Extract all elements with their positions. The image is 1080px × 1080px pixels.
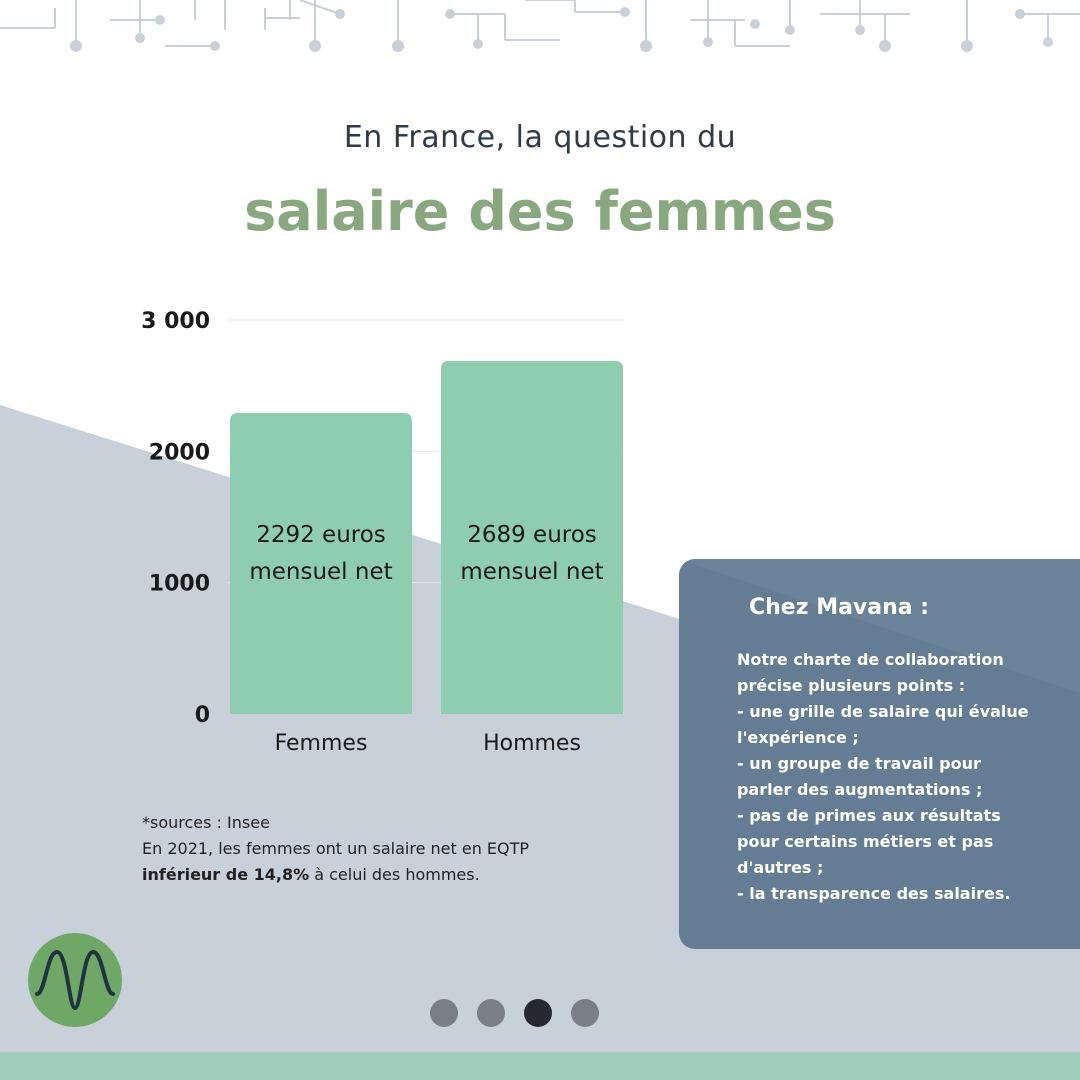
note-bold: inférieur de 14,8% bbox=[142, 865, 310, 884]
card-line: parler des augmentations ; bbox=[737, 780, 983, 799]
pagination-dots bbox=[430, 999, 599, 1027]
pagination-dot-1[interactable] bbox=[430, 999, 458, 1027]
y-tick-label: 2000 bbox=[148, 440, 210, 466]
x-category-label: Hommes bbox=[483, 731, 581, 756]
y-tick-label: 1000 bbox=[148, 571, 210, 597]
pagination-dot-3[interactable] bbox=[524, 999, 552, 1027]
bar-data-label: mensuel net bbox=[460, 559, 604, 585]
bar-data-label: 2292 euros bbox=[256, 522, 386, 548]
y-tick-label: 3 000 bbox=[141, 309, 210, 334]
card-line: - une grille de salaire qui évalue bbox=[737, 702, 1029, 721]
page-title: salaire des femmes bbox=[244, 180, 836, 243]
card-line: - la transparence des salaires. bbox=[737, 884, 1011, 903]
note-line-2: En 2021, les femmes ont un salaire net en EQTP bbox=[142, 839, 530, 858]
note-rest: à celui des hommes. bbox=[309, 865, 480, 884]
card-line: - pas de primes aux résultats bbox=[737, 806, 1001, 825]
source-notes bbox=[142, 810, 622, 888]
card-line: précise plusieurs points : bbox=[737, 676, 966, 695]
pagination-dot-4[interactable] bbox=[571, 999, 599, 1027]
card-line: d'autres ; bbox=[737, 858, 824, 877]
card-line: l'expérience ; bbox=[737, 728, 859, 747]
page-subtitle: En France, la question du bbox=[343, 120, 737, 155]
card-body bbox=[737, 647, 1072, 907]
card-line: - un groupe de travail pour bbox=[737, 754, 981, 773]
bar-data-label: 2689 euros bbox=[467, 522, 597, 548]
card-line: pour certains métiers et pas bbox=[737, 832, 994, 851]
bar-data-label: mensuel net bbox=[249, 559, 393, 585]
card-line: Notre charte de collaboration bbox=[737, 650, 1004, 669]
x-category-label: Femmes bbox=[274, 731, 368, 756]
card-title: Chez Mavana : bbox=[749, 595, 930, 620]
mavana-info-card bbox=[679, 559, 1080, 949]
y-tick-label: 0 bbox=[194, 703, 210, 728]
note-line-3 bbox=[142, 862, 622, 888]
source-line: *sources : Insee bbox=[142, 813, 270, 832]
pagination-dot-2[interactable] bbox=[477, 999, 505, 1027]
mavana-logo bbox=[27, 932, 123, 1028]
